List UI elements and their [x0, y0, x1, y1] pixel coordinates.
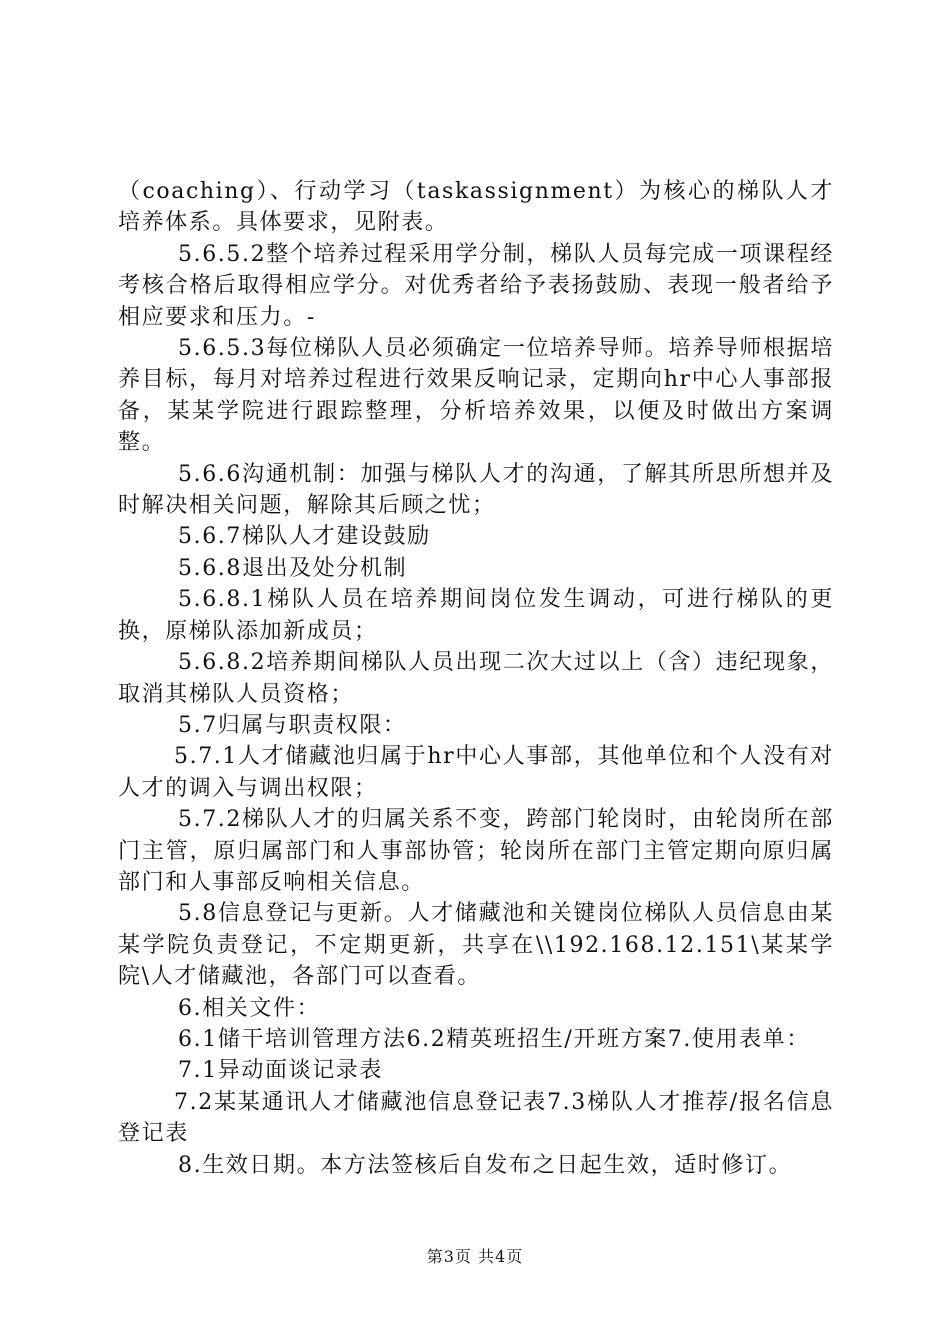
paragraph-coaching: （coaching）、行动学习（taskassignment）为核心的梯队人才培养体系。具体要求，见附表。 — [118, 179, 834, 236]
paragraph-5-6-6: 5.6.6沟通机制：加强与梯队人才的沟通，了解其所思所想并及时解决相关问题，解除其后顾之忧； — [118, 461, 834, 519]
paragraph-5-6-8: 5.6.8退出及处分机制 — [178, 555, 408, 581]
paragraph-5-7-2: 5.7.2梯队人才的归属关系不变，跨部门轮岗时，由轮岗所在部门主管，原归属部门和人事部协管；轮岗所在部门主管定期向原归属部门和人事部反响相关信息。 — [118, 807, 834, 895]
paragraph-5-6-8-2: 5.6.8.2培养期间梯队人员出现二次大过以上（含）违纪现象，取消其梯队人员资格； — [118, 650, 834, 707]
paragraph-5-7: 5.7归属与职责权限： — [178, 712, 407, 738]
paragraph-5-6-8-1: 5.6.8.1梯队人员在培养期间岗位发生调动，可进行梯队的更换，原梯队添加新成员； — [118, 587, 834, 644]
paragraph-5-6-7: 5.6.7梯队人才建设鼓励 — [178, 524, 431, 550]
paragraph-5-7-1: 5.7.1人才储藏池归属于hr中心人事部，其他单位和个人没有对人才的调入与调出权限； — [118, 744, 834, 801]
paragraph-7-1: 7.1异动面谈记录表 — [178, 1058, 383, 1084]
paragraph-5-6-5-2: 5.6.5.2整个培养过程采用学分制，梯队人员每完成一项课程经考核合格后取得相应学分。对优秀者给予表扬鼓励、表现一般者给予相应要求和压力。- — [118, 241, 834, 330]
paragraph-6: 6.相关文件： — [178, 995, 321, 1021]
paragraph-7-2: 7.2某某通讯人才储藏池信息登记表7.3梯队人才推荐/报名信息登记表 — [118, 1089, 834, 1147]
document-body — [118, 176, 834, 1181]
paragraph-5-6-5-3: 5.6.5.3每位梯队人员必须确定一位培养导师。培养导师根据培养目标，每月对培养过程进行效果反响记录，定期向hr中心人事部报备，某某学院进行跟踪整理，分析培养效果，以便及时做出方案调整。 — [118, 336, 834, 456]
page-number-footer: 第3页 共4页 — [426, 1247, 524, 1266]
paragraph-6-1: 6.1储干培训管理方法6.2精英班招生/开班方案7.使用表单： — [178, 1026, 810, 1052]
paragraph-8: 8.生效日期。本方法签核后自发布之日起生效，适时修订。 — [178, 1152, 793, 1178]
paragraph-5-8: 5.8信息登记与更新。人才储藏池和关键岗位梯队人员信息由某某学院负责登记，不定期更新，共享在\\192.168.12.151\某某学院\人才储藏池，各部门可以查看。 — [118, 901, 834, 990]
